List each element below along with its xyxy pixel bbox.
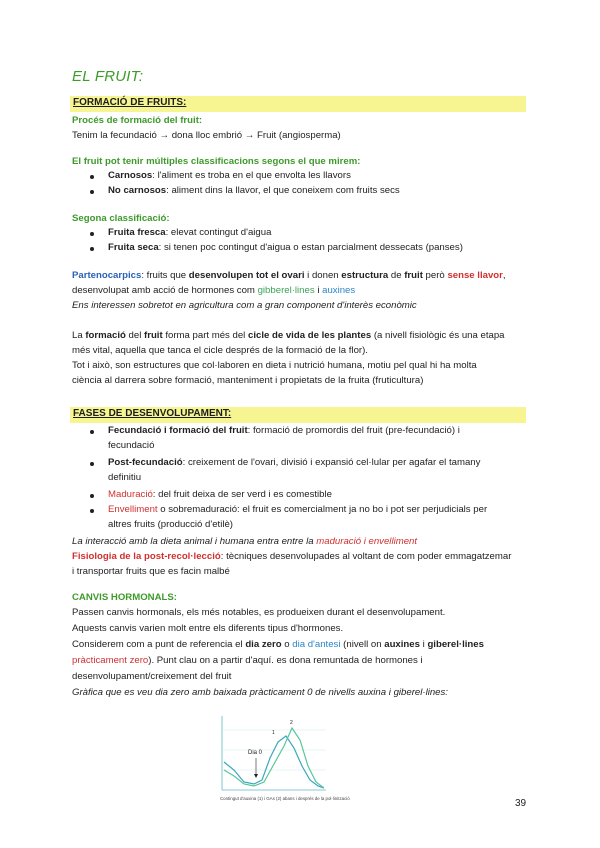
curve-label-1: 1 bbox=[272, 730, 275, 736]
curve-label-2: 2 bbox=[290, 720, 293, 726]
canvis-line1: Passen canvis hormonals, els més notables, es produeixen durant el desenvolupament. bbox=[72, 607, 446, 618]
list-item-fruita-seca: Fruita seca: si tenen poc contingut d'aigua o estan parcialment dessecats (panses) bbox=[108, 242, 463, 253]
partenocarpics-line1: Partenocarpics: fruits que desenvolupen tot el ovari i donen estructura de fruit però sense llavor, bbox=[72, 270, 506, 281]
partenocarpics-line2: desenvolupat amb acció de hormones com gibberel·lines i auxines bbox=[72, 285, 356, 296]
canvis-line6: Gràfica que es veu dia zero amb baixada pràcticament 0 de nivells auxina i giberel·lines: bbox=[72, 687, 448, 698]
canvis-line4: pràcticament zero). Punt clau on a partir d'aquí. es dona remuntada de hormones i bbox=[72, 655, 423, 666]
fisiologia-line1: Fisiologia de la post-recol·lecció: tècniques desenvolupades al voltant de com poder emmagatzemar bbox=[72, 551, 512, 562]
proces-label: Procés de formació del fruit: bbox=[72, 115, 203, 126]
interaccio-line: La interacció amb la dieta animal i humana entra entre la maduració i envelliment bbox=[72, 536, 418, 547]
formacio-line3: Tot i això, son estructures que col·laboren en dieta i nutrició humana, motiu pel qual hi ha molta bbox=[72, 360, 477, 371]
fisiologia-line2: i transportar fruits que es facin malbé bbox=[72, 566, 230, 577]
bullet-dot bbox=[90, 247, 94, 251]
bullet-dot bbox=[90, 462, 94, 466]
page-number: 39 bbox=[515, 798, 527, 809]
classif2-label: Segona classificació: bbox=[72, 213, 170, 224]
list-item-no-carnosos: No carnosos: aliment dins la llavor, el que coneixem com fruits secs bbox=[108, 185, 400, 196]
bullet-dot bbox=[90, 494, 94, 498]
proces-text: Tenim la fecundació → dona lloc embrió → Fruit (angiosperma) bbox=[72, 130, 341, 141]
figure-caption: Contingut d'auxina (1) i GAs (2) abans i després de la pol·linització bbox=[220, 796, 350, 801]
canvis-line5: desenvolupament/creixement del fruit bbox=[72, 671, 232, 682]
list-item-carnosos: Carnosos: l'aliment es troba en el que envolta les llavors bbox=[108, 170, 351, 181]
section-heading-formacio: FORMACIÓ DE FRUITS: bbox=[70, 96, 526, 112]
canvis-line2: Aquests canvis varien molt entre els diferents tipus d'hormones. bbox=[72, 623, 344, 634]
list-item-fruita-fresca: Fruita fresca: elevat contingut d'aigua bbox=[108, 227, 272, 238]
list-item-post-fecundacio: Post-fecundació: creixement de l'ovari, divisió i expansió cel·lular per agafar el tamany bbox=[108, 457, 481, 468]
hormone-graph-figure bbox=[216, 710, 350, 810]
canvis-line3: Considerem com a punt de referencia el dia zero o dia d'antesi (nivell on auxines i giberel·lines bbox=[72, 639, 484, 650]
bullet-dot bbox=[90, 232, 94, 236]
list-item-post-fecundacio-cont: definitiu bbox=[108, 472, 142, 483]
list-item-envelliment: Envelliment o sobremaduració: el fruit es comercialment ja no bo i pot ser perjudicials per bbox=[108, 504, 488, 515]
page-title: EL FRUIT: bbox=[72, 68, 144, 85]
formacio-line4: ciència al darrera sobre formació, manteniment i propietats de la fruita (fruticultura) bbox=[72, 375, 424, 386]
bullet-dot bbox=[90, 509, 94, 513]
section-heading-canvis: CANVIS HORMONALS: bbox=[72, 592, 177, 603]
list-item-maduracio: Maduració: del fruit deixa de ser verd i es comestible bbox=[108, 489, 332, 500]
list-item-fecundacio: Fecundació i formació del fruit: formació de promordis del fruit (pre-fecundació) i bbox=[108, 425, 460, 436]
list-item-fecundacio-cont: fecundació bbox=[108, 440, 155, 451]
dia-zero-label: Dia 0 bbox=[248, 750, 263, 756]
hormone-graph bbox=[216, 710, 350, 810]
bullet-dot bbox=[90, 190, 94, 194]
section-heading-fases: FASES DE DESENVOLUPAMENT: bbox=[70, 407, 526, 423]
formacio-line2: més vital, aquella que tanca el cicle després de la formació de la flor). bbox=[72, 345, 368, 356]
classif1-label: El fruit pot tenir múltiples classificacions segons el que mirem: bbox=[72, 156, 361, 167]
bullet-dot bbox=[90, 175, 94, 179]
bullet-dot bbox=[90, 430, 94, 434]
list-item-envelliment-cont: altres fruits (producció d'etilè) bbox=[108, 519, 233, 530]
partenocarpics-line3: Ens interessen sobretot en agricultura com a gran component d'interès econòmic bbox=[72, 300, 417, 311]
formacio-line1: La formació del fruit forma part més del cicle de vida de les plantes (a nivell fisiològic és una etapa bbox=[72, 330, 505, 341]
